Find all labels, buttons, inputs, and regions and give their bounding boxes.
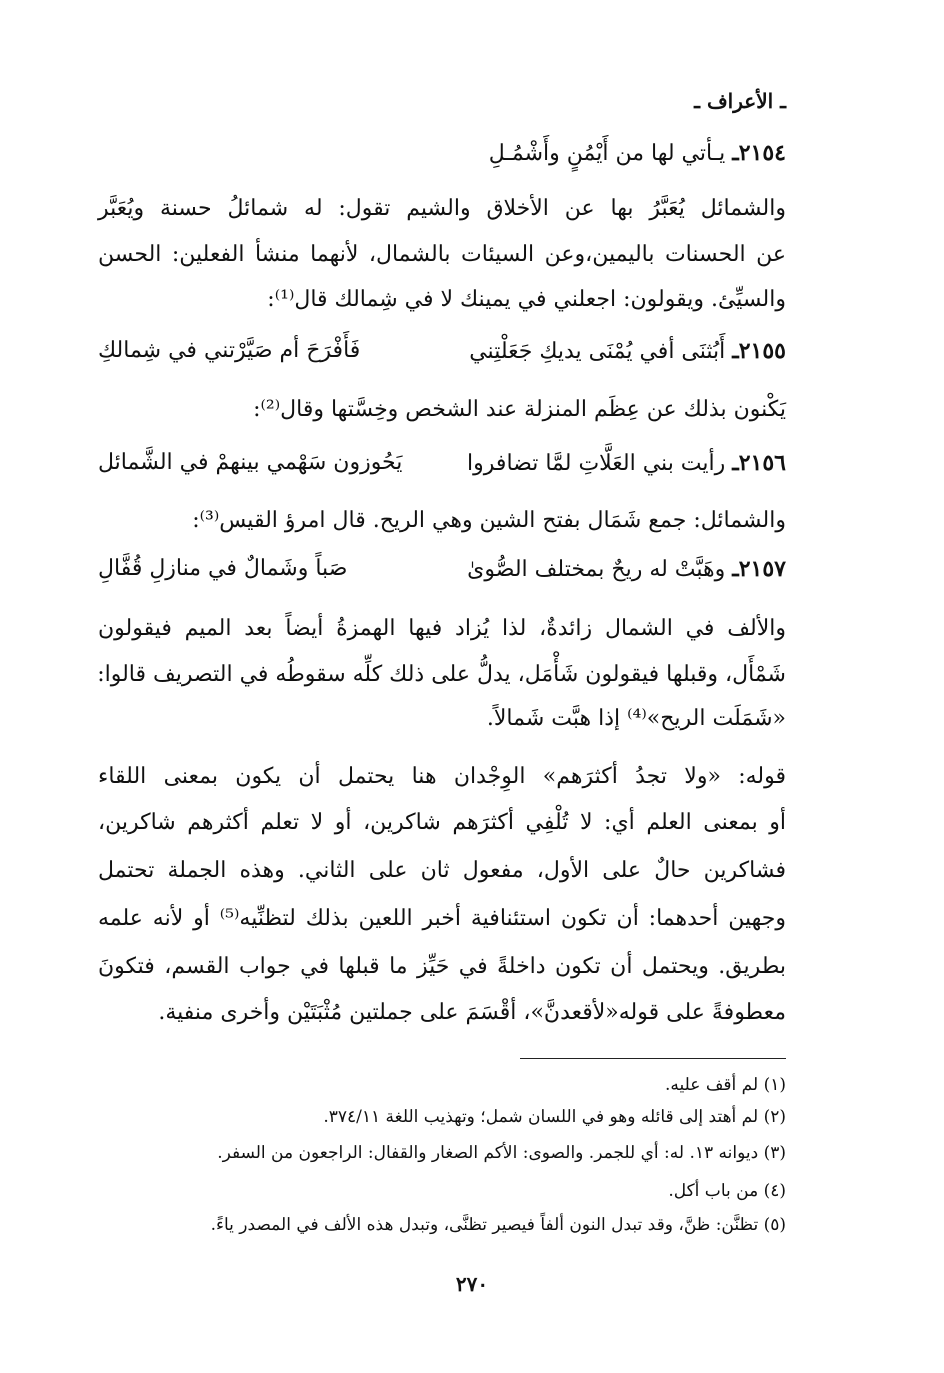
footnote: (٤) من باب أكل.	[668, 1181, 786, 1201]
paragraph-line: معطوفةً على قوله«لأقعدنَّ»، أقْسَمَ على جملتين مُثْبَتَيْن وأخرى منفية.	[158, 1000, 786, 1025]
paragraph-line: أو بمعنى العلم أي: لا تُلْفِي أكثرَهم شاكرين، أو لا تعلم أكثرهم شاكرين،	[98, 810, 786, 835]
footnote: (٣) ديوانه ١٣. له: أي للجمر. والصوى: الأكم الصغار والقفال: الراجعون من السفر.	[217, 1143, 786, 1163]
paragraph-line: وجهين أحدهما: أن تكون استئنافية أخبر اللعين بذلك لتظنِّيه⁽⁵⁾ أو لأنه علمه	[98, 906, 787, 931]
verse-number: ٢١٥٤ـ	[732, 140, 786, 166]
paragraph-line: والشمائل: جمع شَمَال بفتح الشين وهي الريح. قال امرؤ القيس⁽³⁾:	[192, 508, 786, 533]
footnote-separator	[520, 1058, 786, 1059]
verse-first-hemistich: ٢١٥٦ـ رأيت بني العَلَّاتِ لمَّا تضافروا	[467, 450, 786, 476]
verse-2154	[489, 136, 786, 171]
verse-text: يـأتي لها من أَيْمُنٍ وأَشْمُـلِ	[488, 141, 726, 166]
paragraph-line: فشاكرين حالٌ على الأول، مفعول ثان على الثاني. وهذه الجملة تحتمل	[98, 858, 786, 883]
paragraph-line: والسيِّئ. ويقولون: اجعلني في يمينك لا في شِمالك قال⁽¹⁾:	[267, 287, 786, 312]
verse-second-hemistich: صَباً وشَمالٌ في منازلِ قُفَّالِ	[98, 556, 348, 581]
footnote: (٢) لم أهتد إلى قائله وهو في اللسان شمل؛ وتهذيب اللغة ٣٧٤/١١.	[323, 1107, 786, 1127]
paragraph-line: يَكْنون بذلك عن عِظَم المنزلة عند الشخص وخِسَّتها وقال⁽²⁾:	[253, 397, 786, 422]
running-header: ـ الأعراف ـ	[694, 89, 786, 113]
verse-first-hemistich: ٢١٥٧ـ وهَبَّتْ له ريحٌ بمختلف الصُّوىٰ	[467, 556, 786, 582]
verse-second-hemistich: يَحُوزون سَهْمي بينهمْ في الشَّمائل	[98, 450, 403, 475]
page-number: ٢٧٠	[455, 1272, 489, 1296]
paragraph-line: والشمائل يُعَبَّرُ بها عن الأخلاق والشيم تقول: له شمائلُ حسنة ويُعَبَّر	[98, 196, 786, 221]
verse-second-hemistich: فَأَفْرَحَ أم صَيَّرْتني في شِمالكِ	[98, 338, 361, 363]
paragraph-line: بطريق. ويحتمل أن تكون داخلةً في حَيِّز ما قبلها في جواب القسم، فتكونَ	[98, 954, 786, 979]
verse-first-hemistich: ٢١٥٥ـ أَبُثنَى أفي يُمْنَى يديكِ جَعَلْتِني	[469, 338, 786, 364]
paragraph-line: والألف في الشمال زائدةٌ، لذا يُزاد فيها الهمزةُ أيضاً بعد الميم فيقولون	[98, 616, 786, 641]
paragraph-line: شَمْأَل، وقبلها فيقولون شَأْمَل، يدلُّ على ذلك كلِّه سقوطُه في التصريف قالوا:	[97, 662, 786, 687]
paragraph-line: عن الحسنات باليمين،وعن السيئات بالشمال، لأنهما منشأ الفعلين: الحسن	[98, 242, 786, 267]
footnote: (٥) تظنَّن: ظنَّ، وقد تبدل النون ألفاً فيصير تظنَّى، وتبدل هذه الألف في المصدر ياءً.	[210, 1215, 786, 1235]
footnote: (١) لم أقف عليه.	[665, 1075, 786, 1095]
paragraph-line: «شَمَلَت الريح»⁽⁴⁾ إذا هبَّت شَمالاً.	[486, 706, 786, 731]
paragraph-line: قوله: «ولا تجدُ أكثرَهم» الوِجْدان هنا يحتمل أن يكون بمعنى اللقاء	[98, 764, 786, 789]
